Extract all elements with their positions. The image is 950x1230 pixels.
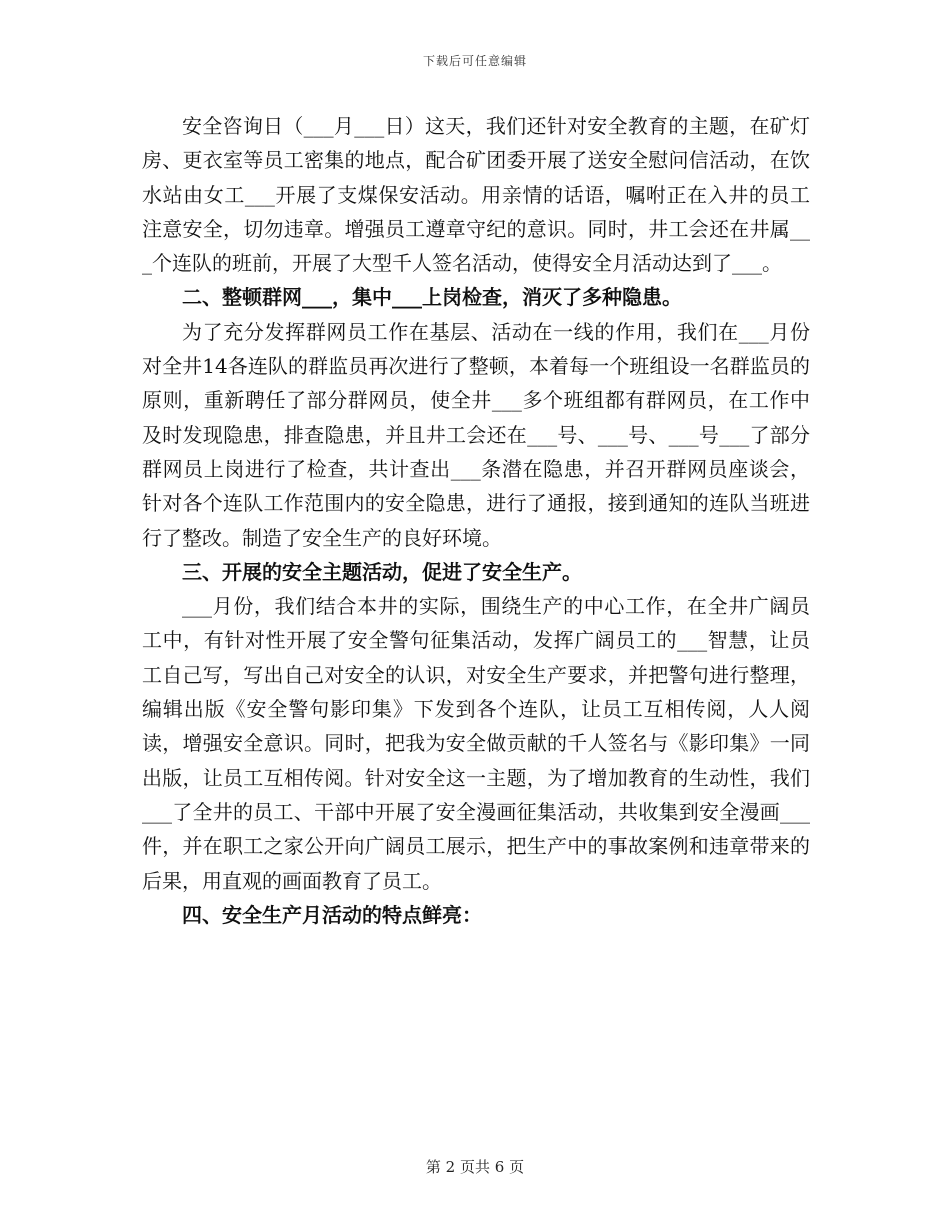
paragraph-group-network: 为了充分发挥群网员工作在基层、活动在一线的作用，我们在___月份对全井14各连队的群监员再次进行了整顿，本着每一个班组设一名群监员的原则，重新聘任了部分群网员，使全井___多个班组都有群网员，在工作中及时发现隐患，排查隐患，并且井工会还在___号、___号、___号___了部分群网员上岗进行了检查，共计查出___条潜在隐患，并召开群网员座谈会，针对各个连队工作范围内的安全隐患，进行了通报，接到通知的连队当班进行了整改。制造了安全生产的良好环境。 <box>142 319 810 550</box>
document-body <box>142 109 810 932</box>
section-heading-2: 二、整顿群网___，集中___上岗检查，消灭了多种隐患。 <box>182 285 682 310</box>
section-heading-3: 三、开展的安全主题活动，促进了安全生产。 <box>182 559 582 584</box>
section-heading-4: 四、安全生产月活动的特点鲜亮： <box>182 902 482 927</box>
page-header: 下载后可任意编辑 <box>422 54 527 68</box>
paragraph-theme-activities: ___月份，我们结合本井的实际，围绕生产的中心工作，在全井广阔员工中，有针对性开展了安全警句征集活动，发挥广阔员工的___智慧，让员工自己写，写出自己对安全的认识，对安全生产要求，并把警句进行整理，编辑出版《安全警句影印集》下发到各个连队，让员工互相传阅，人人阅读，增强安全意识。同时，把我为安全做贡献的千人签名与《影印集》一同出版，让员工互相传阅。针对安全这一主题，为了增加教育的生动性，我们___了全井的员工、干部中开展了安全漫画征集活动，共收集到安全漫画___件，并在职工之家公开向广阔员工展示，把生产中的事故案例和违章带来的后果，用直观的画面教育了员工。 <box>142 594 810 893</box>
page-footer: 第 2 页共 6 页 <box>425 1158 525 1176</box>
paragraph-consultation-day: 安全咨询日（___月___日）这天，我们还针对安全教育的主题，在矿灯房、更衣室等员工密集的地点，配合矿团委开展了送安全慰问信活动，在饮水站由女工___开展了支煤保安活动。用亲情的话语，嘱咐正在入井的员工注意安全，切勿违章。增强员工遵章守纪的意识。同时，井工会还在井属___个连队的班前，开展了大型千人签名活动，使得安全月活动达到了___。 <box>142 114 810 276</box>
